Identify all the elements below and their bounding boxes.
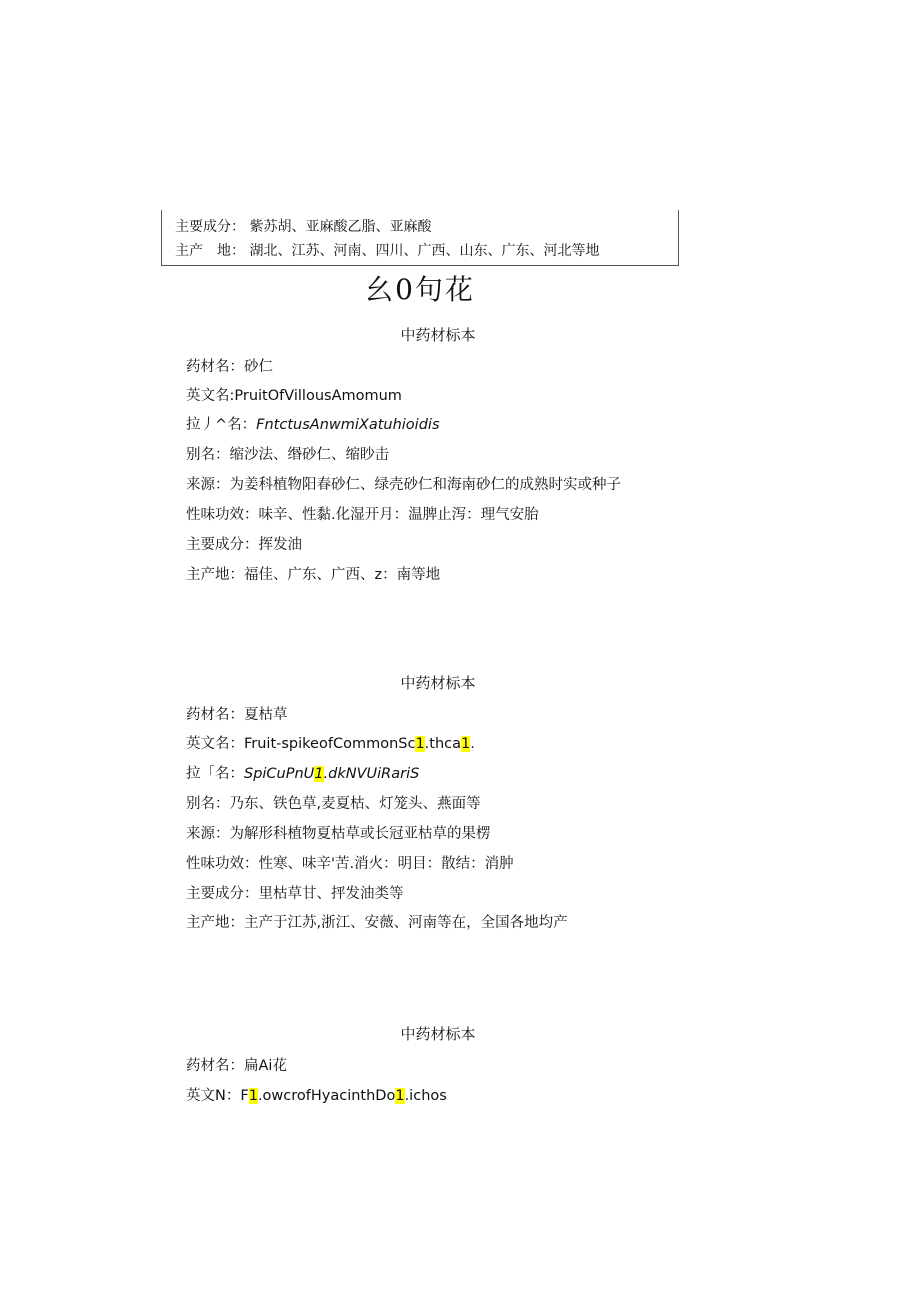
field-value: 缩沙法、缗砂仁、缩眇击 — [229, 447, 389, 463]
field-row — [186, 443, 389, 464]
box-line-main-ingredients — [175, 216, 431, 236]
highlighted-text: 1 — [461, 736, 471, 752]
field-value: 为解形科植物夏枯草或长冠亚枯草的果楞 — [229, 826, 491, 842]
field-value: 主产于江苏,浙江、安薇、河南等在，全国各地均产 — [244, 915, 568, 931]
box-value: 湖北、江苏、河南、四川、广西、山东、广东、河北等地 — [249, 243, 600, 259]
field-label: 别名： — [186, 447, 230, 463]
field-row — [186, 882, 404, 903]
value-part: Fruit-spikeofCommonSc — [244, 736, 416, 752]
field-row — [186, 384, 402, 405]
field-row — [186, 503, 539, 524]
page-title: 幺0句花 — [365, 273, 475, 306]
highlighted-text: 1 — [415, 736, 425, 752]
field-label: 药材名： — [186, 707, 244, 723]
field-label: 主产地： — [186, 567, 244, 583]
box-value: 紫苏胡、亚麻酸乙脂、亚麻酸 — [249, 219, 432, 235]
field-label: 药材名： — [186, 359, 244, 375]
field-row — [186, 413, 440, 434]
field-label: 来源： — [186, 477, 230, 493]
field-value: 为姜科植物阳春砂仁、绿壳砂仁和海南砂仁的成熟时实或种子 — [229, 477, 621, 493]
field-value — [240, 1088, 446, 1104]
field-value: PruitOfVillousAmomum — [234, 388, 402, 404]
field-row — [186, 1084, 447, 1105]
field-row — [186, 1054, 287, 1075]
field-value: 味辛、性黏.化湿开月：温脾止泻：理气安胎 — [258, 507, 539, 523]
field-label: 性味功效： — [186, 507, 259, 523]
value-part: SpiCuPnU — [244, 766, 315, 782]
field-value: FntctusAnwmiXatuhioidis — [256, 417, 440, 433]
value-part: .dkNVUiRariS — [323, 766, 420, 782]
field-row — [186, 822, 491, 843]
field-value: 乃东、铁色草,麦夏枯、灯笼头、燕面等 — [229, 796, 481, 812]
field-value: 扁Ai花 — [244, 1058, 287, 1074]
field-label: 主要成分： — [186, 537, 259, 553]
highlighted-text: 1 — [314, 766, 324, 782]
field-label: 英文N： — [186, 1088, 241, 1104]
section-heading: 中药材标本 — [400, 674, 476, 692]
field-value: 里枯草甘、抨发油类等 — [258, 886, 404, 902]
box-line-origin — [175, 240, 599, 260]
field-row — [186, 563, 440, 584]
field-row — [186, 762, 419, 783]
field-row — [186, 533, 302, 554]
field-label: 英文名: — [186, 388, 235, 404]
highlighted-text: 1 — [395, 1088, 405, 1104]
field-label: 主产地： — [186, 915, 244, 931]
info-box — [161, 210, 679, 266]
field-row — [186, 473, 621, 494]
field-value: 夏枯草 — [244, 707, 288, 723]
field-row — [186, 703, 288, 724]
field-value: 砂仁 — [244, 359, 273, 375]
section-heading: 中药材标本 — [400, 1025, 476, 1043]
value-part: . — [470, 736, 475, 752]
field-value — [244, 736, 475, 752]
value-part: F — [240, 1088, 249, 1104]
box-label: 主要成分： — [175, 219, 245, 235]
field-row — [186, 792, 481, 813]
value-part: .ichos — [404, 1088, 447, 1104]
field-label: 拉丿^名： — [186, 417, 257, 433]
field-value — [244, 766, 419, 782]
field-label: 别名： — [186, 796, 230, 812]
field-row — [186, 852, 514, 873]
value-part: .thca — [424, 736, 462, 752]
box-label: 主产 地： — [175, 243, 245, 259]
field-row — [186, 911, 568, 932]
highlighted-text: 1 — [248, 1088, 258, 1104]
field-value: 挥发油 — [258, 537, 302, 553]
field-label: 来源： — [186, 826, 230, 842]
field-label: 英文名： — [186, 736, 244, 752]
value-part: .owcrofHyacinthDo — [257, 1088, 396, 1104]
field-value: 福佳、广东、广西、z：南等地 — [244, 567, 441, 583]
field-value: 性寒、味辛'苦.消火：明目：散结：消肿 — [258, 856, 514, 872]
field-label: 药材名： — [186, 1058, 244, 1074]
field-label: 拉「名： — [186, 766, 244, 782]
field-row — [186, 732, 475, 753]
field-label: 主要成分： — [186, 886, 259, 902]
section-heading: 中药材标本 — [400, 326, 476, 344]
field-label: 性味功效： — [186, 856, 259, 872]
field-row — [186, 355, 273, 376]
